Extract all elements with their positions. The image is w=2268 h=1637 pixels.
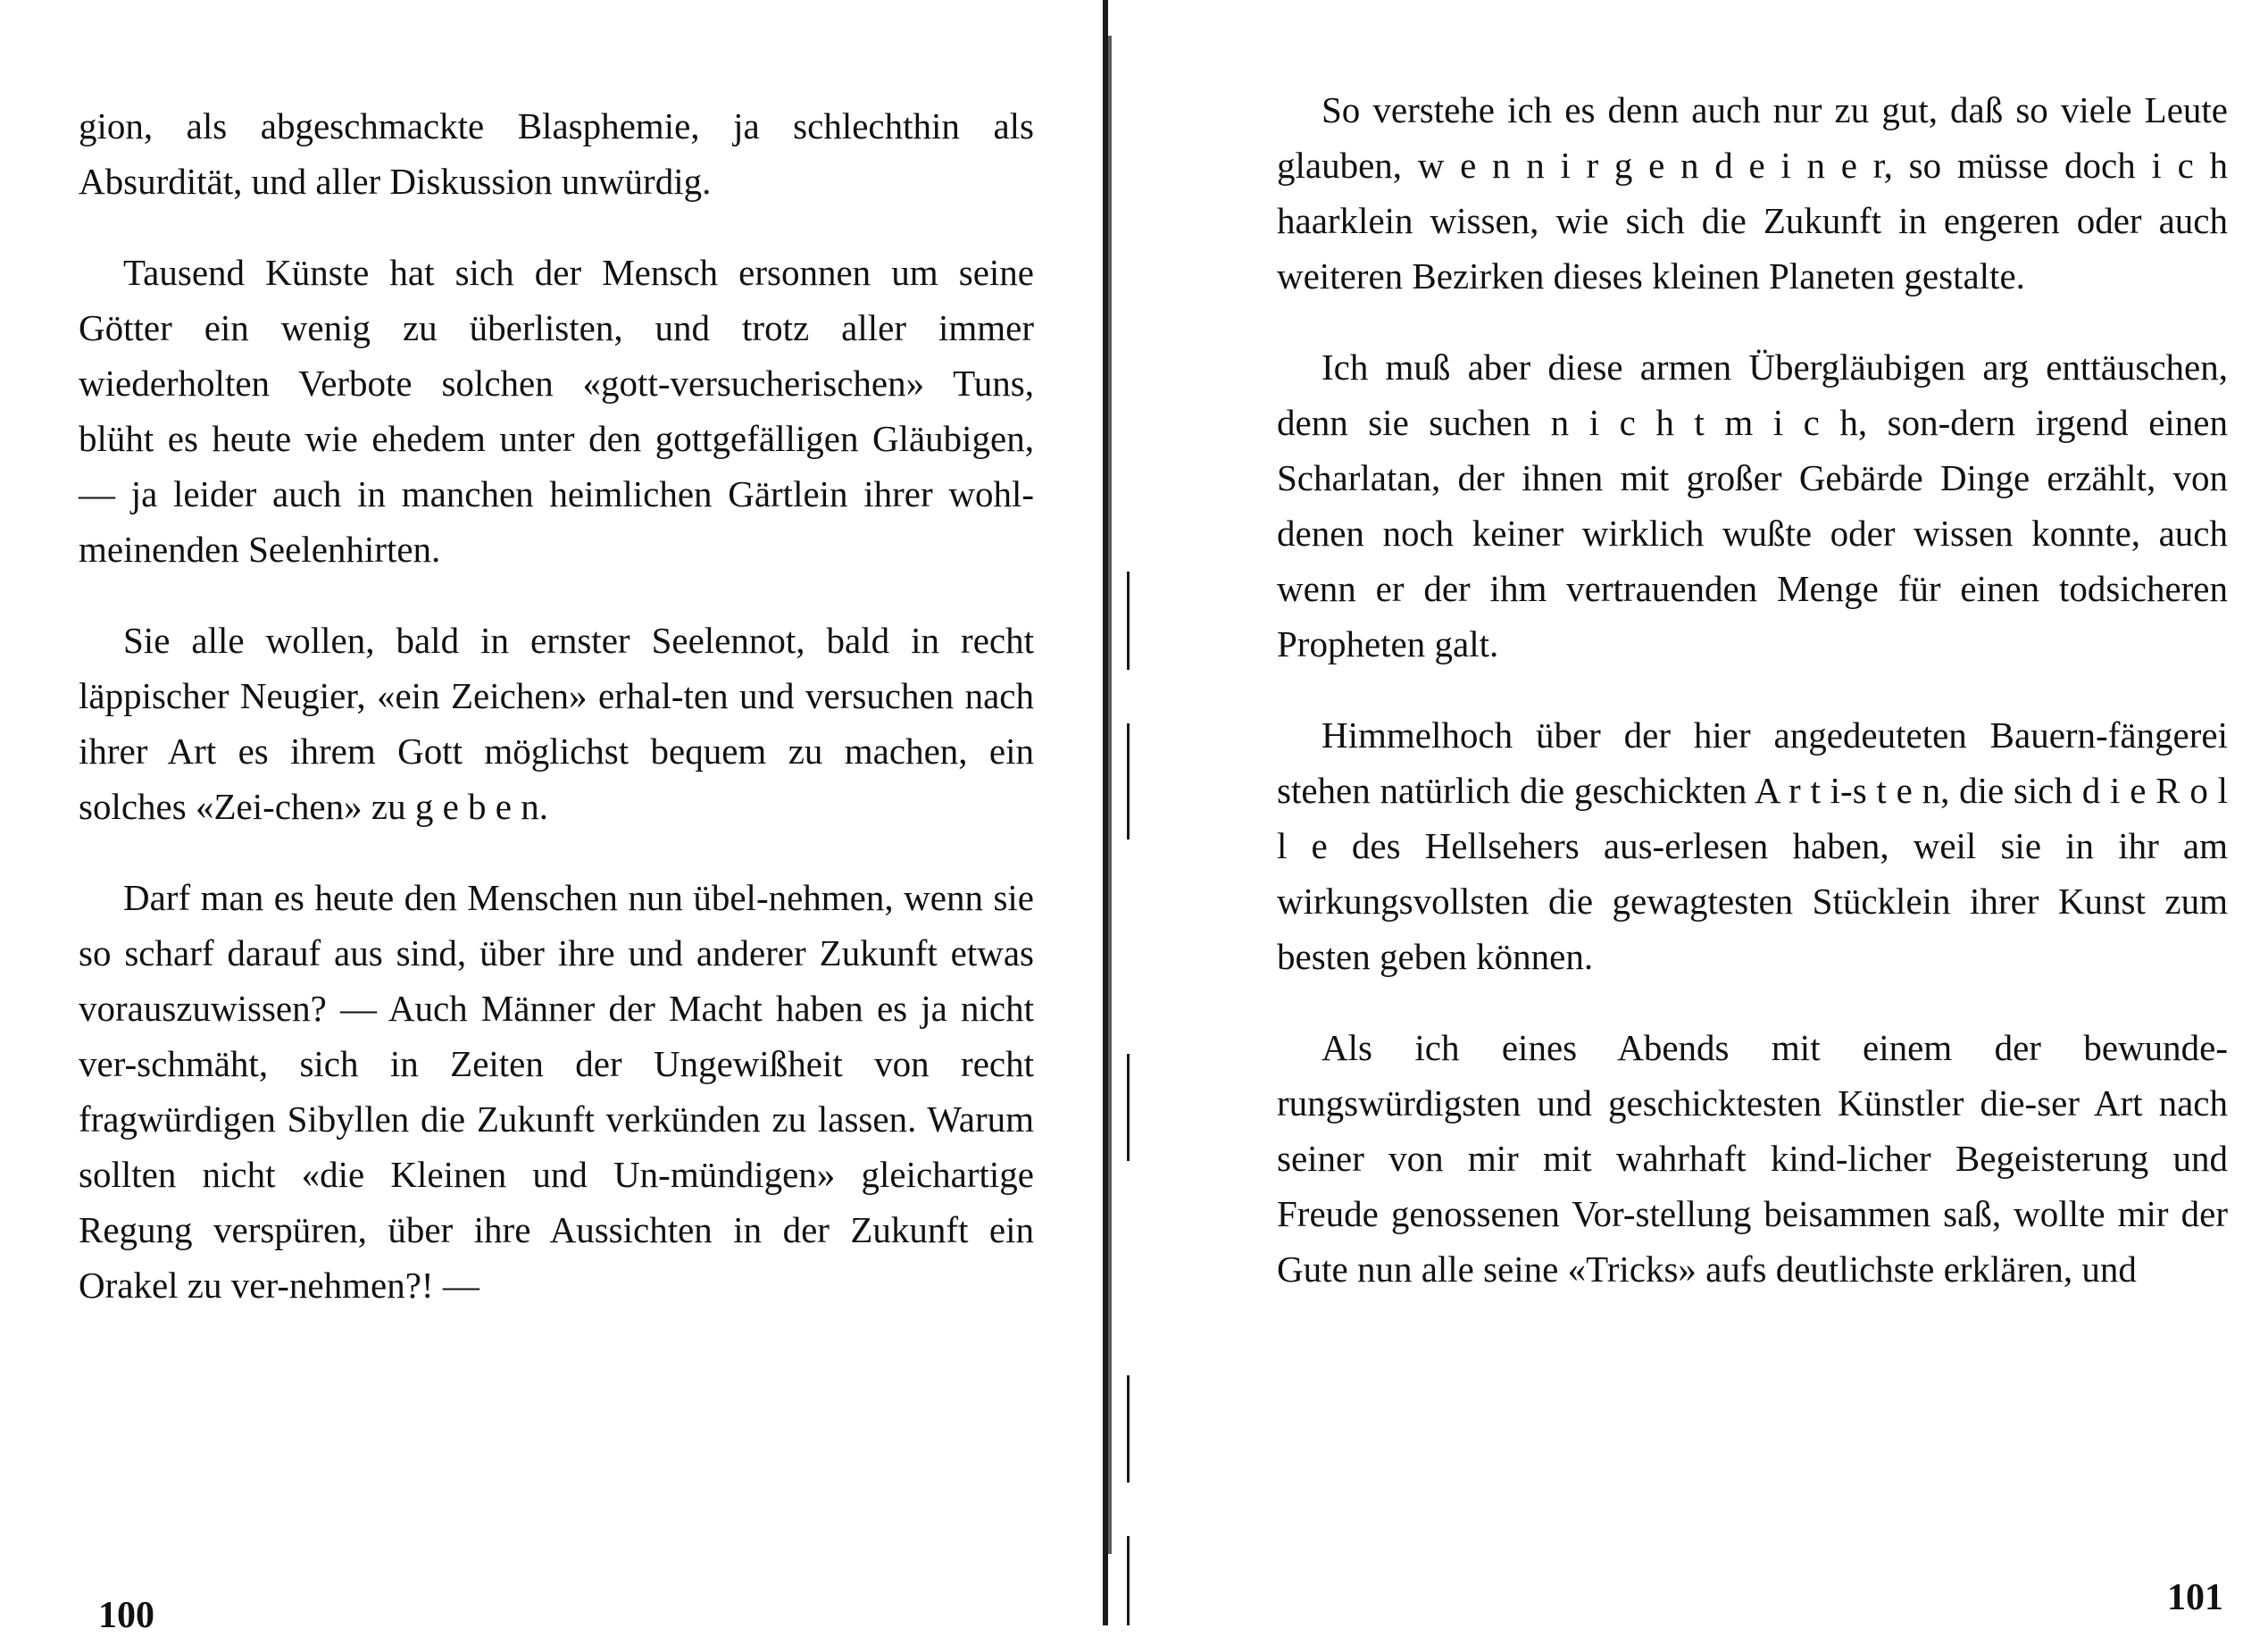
gutter-mark xyxy=(1127,723,1130,839)
left-paragraph-1: gion, als abgeschmackte Blasphemie, ja schlechthin als Absurdität, und aller Diskussion unwürdig. xyxy=(79,105,1034,202)
gutter-mark xyxy=(1127,572,1130,670)
gutter-mark xyxy=(1127,1375,1130,1482)
right-page-text xyxy=(1277,82,2228,1332)
right-paragraph-4: Als ich eines Abends mit einem der bewunde-rungswürdigsten und geschicktesten Künstler die-ser Art nach seiner von mir mit wahrhaft kind-licher Begeisterung und Freude genossenen Vor-stellung beisammen saß, wollte mir der Gute nun alle seine «Tricks» aufs deutlichste erklären, und xyxy=(1277,1027,2228,1290)
right-page-number: 101 xyxy=(2167,1577,2223,1618)
left-page-number: 100 xyxy=(98,1595,154,1636)
book-gutter xyxy=(1100,0,1152,1625)
left-page xyxy=(0,0,1098,1636)
right-paragraph-1: So verstehe ich es denn auch nur zu gut, daß so viele Leute glauben, w e n n i r g e n d e i n e r, so müsse doch i c h haarklein wissen, wie sich die Zukunft in engeren oder auch weiteren Bezirken dieses kleinen Planeten gestalte. xyxy=(1277,89,2228,296)
gutter-mark xyxy=(1127,1536,1130,1625)
left-paragraph-2: Tausend Künste hat sich der Mensch ersonnen um seine Götter ein wenig zu überlisten, und trotz aller immer wiederholten Verbote solchen «gott-versucherischen» Tuns, blüht es heute wie ehedem unter den gottgefälligen Gläubigen, — ja leider auch in manchen heimlichen Gärtlein ihrer wohl-meinenden Seelenhirten. xyxy=(79,252,1034,570)
right-paragraph-3: Himmelhoch über der hier angedeuteten Bauern-fängerei stehen natürlich die geschickten A r t i-s t e n, die sich d i e R o l l e des Hellsehers aus-erlesen haben, weil sie in ihr am wirkungsvollsten die gewagtesten Stücklein ihrer Kunst zum besten geben können. xyxy=(1277,714,2228,977)
left-paragraph-4: Darf man es heute den Menschen nun übel-nehmen, wenn sie so scharf darauf aus sind, über ihre und anderer Zukunft etwas vorauszuwissen? — Auch Männer der Macht haben es ja nicht ver-schmäht, sich in Zeiten der Ungewißheit von recht fragwürdigen Sibyllen die Zukunft verkünden zu lassen. Warum sollten nicht «die Kleinen und Un-mündigen» gleichartige Regung verspüren, über ihre Aussichten in der Zukunft ein Orakel zu ver-nehmen?! — xyxy=(79,877,1034,1306)
left-paragraph-3: Sie alle wollen, bald in ernster Seelennot, bald in recht läppischer Neugier, «ein Zeichen» erhal-ten und versuchen nach ihrer Art es ihrem Gott möglichst bequem zu machen, ein solches «Zei-chen» zu g e b e n. xyxy=(79,620,1034,827)
left-page-text xyxy=(79,98,1034,1349)
gutter-shadow-inner xyxy=(1108,36,1112,1554)
right-paragraph-2: Ich muß aber diese armen Übergläubigen arg enttäuschen, denn sie suchen n i c h t m i c h, son-dern irgend einen Scharlatan, der ihnen mit großer Gebärde Dinge erzählt, von denen noch keiner wirklich wußte oder wissen konnte, auch wenn er der ihm vertrauenden Menge für einen todsicheren Propheten galt. xyxy=(1277,347,2228,664)
gutter-mark xyxy=(1127,1054,1130,1161)
right-page xyxy=(1152,0,2268,1625)
